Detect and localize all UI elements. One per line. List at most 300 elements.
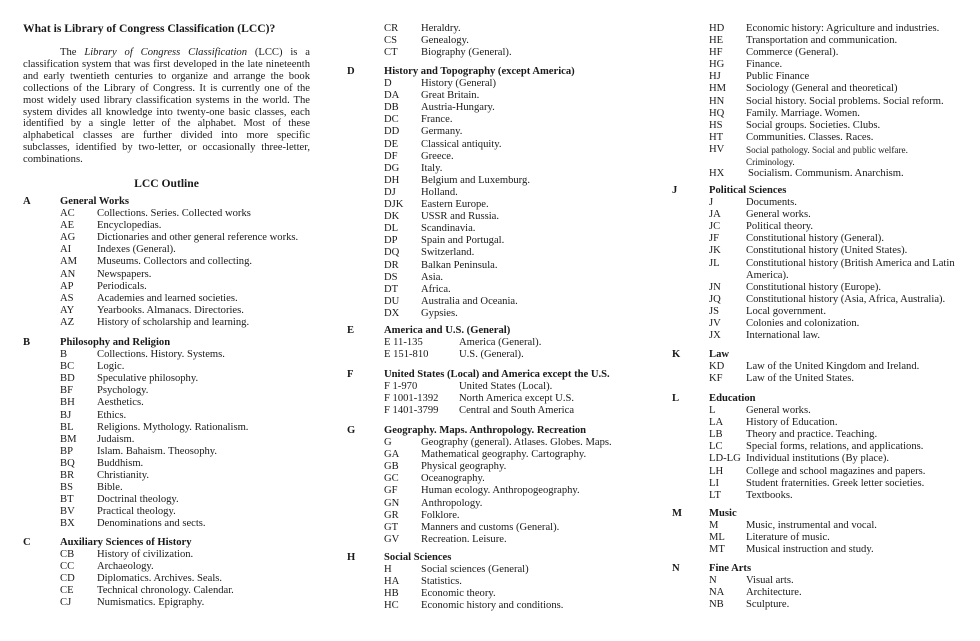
subclass-code: HJ [709, 71, 721, 83]
subclass-code: ML [709, 532, 725, 544]
subclass-code: DD [384, 126, 400, 138]
subclass-row [709, 282, 979, 294]
subclass-description: History (General) [421, 78, 497, 90]
subclass-code: AP [60, 280, 74, 292]
subclass-code: AN [60, 268, 76, 280]
subclass-list [384, 337, 654, 361]
subclass-code: DU [384, 295, 400, 307]
subclass-row [60, 549, 330, 561]
subclass-row [60, 585, 330, 597]
subclass-description: General works. [746, 405, 811, 417]
class-letter: G [347, 425, 356, 436]
subclass-code: JN [709, 281, 721, 293]
subclass-code: G [384, 437, 392, 449]
subclass-code: F 1401-3799 [384, 405, 439, 417]
subclass-description: General works. [746, 209, 811, 221]
subclass-row [60, 361, 330, 373]
subclass-description: Switzerland. [421, 247, 475, 259]
subclass-description: Dictionaries and other general reference works. [97, 232, 299, 244]
subclass-code: AI [60, 244, 72, 256]
subclass-description: USSR and Russia. [421, 211, 499, 223]
subclass-row [709, 453, 979, 465]
subclass-code: JL [709, 257, 720, 269]
subclass-row [384, 23, 654, 35]
subclass-description: Judaism. [97, 433, 135, 445]
subclass-row [709, 544, 979, 556]
subclass-row [384, 600, 654, 612]
subclass-description: Individual institutions (By place). [746, 453, 889, 465]
subclass-code: KF [709, 373, 723, 385]
subclass-description: Public Finance [746, 71, 810, 83]
subclass-row [60, 281, 330, 293]
class-letter: A [23, 196, 31, 207]
subclass-description: Theory and practice. Teaching. [746, 429, 878, 441]
subclass-code: BM [60, 433, 77, 445]
subclass-code: CS [384, 35, 397, 47]
subclass-description: Economic history and conditions. [421, 600, 564, 612]
subclass-description: Newspapers. [97, 268, 152, 280]
subclass-row [384, 405, 654, 417]
subclass-code: JF [709, 233, 720, 245]
subclass-row [384, 522, 654, 534]
subclass-description: Spain and Portugal. [421, 235, 505, 247]
subclass-description: Transportation and communication. [746, 35, 898, 47]
subclass-row [60, 385, 330, 397]
subclass-description: Holland. [421, 186, 458, 198]
subclass-description: Ethics. [97, 409, 127, 421]
subclass-row [60, 232, 330, 244]
subclass-code: BV [60, 506, 75, 518]
subclass-code: HF [709, 47, 723, 59]
subclass-row [384, 473, 654, 485]
subclass-description: Christianity. [97, 470, 149, 482]
outline-title: LCC Outline [134, 177, 199, 190]
class-letter: F [347, 369, 354, 380]
subclass-code: DR [384, 259, 399, 271]
subclass-description: Anthropology. [421, 497, 483, 509]
subclass-code: BL [60, 421, 74, 433]
subclass-code: DP [384, 235, 398, 247]
subclass-description: Indexes (General). [97, 244, 176, 256]
subclass-row [709, 120, 979, 132]
subclass-description: Eastern Europe. [421, 199, 489, 211]
subclass-code: BD [60, 373, 75, 385]
subclass-row [60, 518, 330, 530]
subclass-code: MT [709, 544, 725, 556]
subclass-description: Yearbooks. Almanacs. Directories. [97, 304, 244, 316]
subclass-description: Biography (General). [421, 47, 512, 59]
subclass-row [384, 588, 654, 600]
subclass-description: Commerce (General). [746, 47, 839, 59]
subclass-description: Great Britain. [421, 90, 480, 102]
subclass-code: CB [60, 549, 75, 561]
subclass-code: CR [384, 23, 399, 34]
class-letter: C [23, 537, 31, 548]
subclass-row [60, 434, 330, 446]
subclass-code: L [709, 405, 716, 417]
subclass-description: Museums. Collectors and collecting. [97, 256, 253, 268]
subclass-row [384, 223, 654, 235]
subclass-code: DS [384, 271, 398, 283]
subclass-description: America (General). [459, 337, 542, 349]
subclass-description: Special forms, relations, and applications. [746, 441, 924, 453]
subclass-description: Sociology (General and theoretical) [746, 83, 898, 95]
subclass-row [384, 564, 654, 576]
subclass-list [384, 564, 654, 612]
subclass-description: Belgium and Luxemburg. [421, 174, 530, 186]
subclass-description: Socialism. Communism. Anarchism. [748, 168, 904, 180]
subclass-code: DJK [384, 199, 404, 211]
class-heading: Political Sciences [709, 185, 787, 196]
subclass-row [709, 330, 979, 342]
subclass-row [384, 102, 654, 114]
subclass-description: Law of the United States. [746, 373, 854, 385]
subclass-code: GB [384, 461, 399, 473]
subclass-code: DJ [384, 186, 396, 198]
subclass-row [709, 373, 979, 385]
subclass-description: Human ecology. Anthropogeography. [421, 485, 580, 497]
subclass-description: Physical geography. [421, 461, 507, 473]
subclass-code: HB [384, 588, 399, 600]
subclass-code: GR [384, 509, 399, 521]
subclass-row [60, 397, 330, 409]
subclass-description: Finance. [746, 59, 783, 71]
subclass-row [60, 573, 330, 585]
subclass-row [384, 260, 654, 272]
subclass-row [384, 235, 654, 247]
page-title: What is Library of Congress Classification (LCC)? [23, 22, 276, 35]
subclass-description: Greece. [421, 150, 454, 162]
subclass-description: Technical chronology. Calendar. [97, 585, 234, 597]
subclass-list [709, 361, 979, 385]
subclass-code: DB [384, 102, 399, 114]
subclass-code: BJ [60, 409, 72, 421]
subclass-row [709, 83, 979, 95]
subclass-description: U.S. (General). [459, 349, 524, 361]
subclass-code: LD-LG [709, 453, 741, 465]
subclass-code: AS [60, 292, 74, 304]
subclass-description: College and school magazines and papers. [746, 465, 926, 477]
subclass-row [709, 71, 979, 83]
subclass-row [60, 373, 330, 385]
subclass-code: GV [384, 533, 400, 545]
subclass-row [384, 78, 654, 90]
subclass-code: BS [60, 482, 73, 494]
subclass-row [709, 361, 979, 373]
subclass-row [384, 576, 654, 588]
subclass-description: Germany. [421, 126, 463, 138]
intro-italic-term: Library of Congress Classification [84, 47, 247, 58]
subclass-row [709, 587, 979, 599]
subclass-description: Psychology. [97, 385, 149, 397]
subclass-code: GN [384, 497, 400, 509]
intro-body: (LCC) is a classification system that was first developed in the late nineteenth and early twentieth centuries to organize and arrange the book collections of the Library of Congress. It is currently one of the most widely used library classification systems in the world. The system divides all knowledge into twenty-one basic classes, each identified by a single letter of the alphabet. Most of these alphabetical classes are further divided into more specific subclasses, identified by two-letter, or occasionally three-letter, combinations. [23, 47, 310, 166]
class-heading: History and Topography (except America) [384, 66, 575, 77]
subclass-code: BR [60, 470, 75, 482]
subclass-row [709, 490, 979, 502]
subclass-row [709, 197, 979, 209]
subclass-row [709, 575, 979, 587]
subclass-row [709, 532, 979, 544]
intro-paragraph [23, 47, 310, 166]
subclass-row [709, 233, 979, 245]
subclass-row [60, 410, 330, 422]
subclass-code: DE [384, 138, 399, 150]
subclass-row [60, 293, 330, 305]
subclass-row [60, 244, 330, 256]
subclass-row [709, 318, 979, 330]
subclass-code: HQ [709, 107, 725, 119]
subclass-description: Central and South America [459, 405, 575, 417]
subclass-description: Economic history: Agriculture and industries. [746, 23, 940, 34]
subclass-description: Folklore. [421, 509, 460, 521]
subclass-row [384, 296, 654, 308]
subclass-code: F 1-970 [384, 381, 418, 393]
subclass-row [709, 245, 979, 257]
subclass-row [384, 337, 654, 349]
subclass-description: International law. [746, 330, 821, 342]
subclass-description: Statistics. [421, 576, 462, 588]
subclass-code: J [709, 197, 714, 209]
subclass-list [709, 520, 979, 556]
subclass-description: Practical theology. [97, 506, 176, 518]
subclass-description: Italy. [421, 162, 443, 174]
subclass-description: Communities. Classes. Races. [746, 131, 874, 143]
subclass-code: BQ [60, 457, 75, 469]
subclass-description: Collections. Series. Collected works [97, 208, 251, 220]
subclass-row [60, 208, 330, 220]
subclass-code: KD [709, 361, 725, 373]
subclass-code: BH [60, 397, 75, 409]
subclass-code: JA [709, 209, 721, 221]
subclass-list [709, 23, 979, 180]
subclass-list [60, 349, 330, 530]
subclass-description: Constitutional history (United States). [746, 245, 908, 257]
subclass-description: Religions. Mythology. Rationalism. [97, 421, 249, 433]
subclass-row [384, 437, 654, 449]
subclass-description: Documents. [746, 197, 797, 209]
subclass-row [709, 294, 979, 306]
subclass-code: GC [384, 473, 399, 485]
subclass-row [60, 506, 330, 518]
class-heading: Music [709, 508, 737, 519]
subclass-row [709, 47, 979, 59]
subclass-description: Classical antiquity. [421, 138, 502, 150]
subclass-description: History of civilization. [97, 549, 194, 561]
class-heading: Geography. Maps. Anthropology. Recreation [384, 425, 587, 436]
subclass-code: AM [60, 256, 78, 268]
subclass-code: AG [60, 232, 76, 244]
subclass-description: Balkan Peninsula. [421, 259, 498, 271]
subclass-description: Africa. [421, 283, 451, 295]
subclass-description: Social pathology. Social and public welfare. Criminology. [746, 144, 908, 168]
subclass-code: AZ [60, 316, 75, 328]
subclass-code: JC [709, 221, 721, 233]
subclass-description: Sculpture. [746, 599, 790, 611]
subclass-description: Collections. History. Systems. [97, 349, 225, 361]
class-letter: M [672, 508, 682, 519]
subclass-code: GA [384, 449, 400, 461]
subclass-code: HA [384, 576, 400, 588]
subclass-description: Colonies and colonization. [746, 318, 860, 330]
subclass-code: AE [60, 220, 75, 232]
subclass-code: GF [384, 485, 398, 497]
class-heading: Education [709, 393, 756, 404]
subclass-description: Social history. Social problems. Social reform. [746, 95, 944, 107]
subclass-code: DX [384, 307, 400, 319]
subclass-row [60, 561, 330, 573]
subclass-row [709, 478, 979, 490]
subclass-row [709, 429, 979, 441]
subclass-description: Constitutional history (Asia, Africa, Australia). [746, 293, 946, 305]
subclass-row [60, 458, 330, 470]
subclass-row [60, 317, 330, 329]
subclass-code: N [709, 575, 717, 587]
subclass-row [709, 168, 979, 180]
subclass-row [709, 132, 979, 144]
subclass-row [384, 90, 654, 102]
subclass-code: JQ [709, 293, 721, 305]
subclass-code: LC [709, 441, 723, 453]
subclass-code: HD [709, 23, 725, 34]
subclass-code: HS [709, 119, 723, 131]
class-letter: E [347, 325, 355, 336]
subclass-row [384, 35, 654, 47]
subclass-description: Manners and customs (General). [421, 521, 560, 533]
subclass-description: Constitutional history (British America and Latin America). [746, 257, 955, 281]
subclass-description: Encyclopedias. [97, 220, 162, 232]
subclass-description: Literature of music. [746, 532, 830, 544]
subclass-description: United States (Local). [459, 381, 553, 393]
subclass-description: Constitutional history (General). [746, 233, 884, 245]
subclass-code: LI [709, 477, 719, 489]
subclass-description: Australia and Oceania. [421, 295, 518, 307]
subclass-code: LA [709, 417, 724, 429]
class-heading: Auxiliary Sciences of History [60, 537, 192, 548]
subclass-description: History of scholarship and learning. [97, 316, 250, 328]
subclass-code: F 1001-1392 [384, 393, 439, 405]
subclass-row [384, 151, 654, 163]
subclass-description: Buddhism. [97, 457, 144, 469]
subclass-code: HN [709, 95, 725, 107]
subclass-list [384, 381, 654, 417]
subclass-code: E 11-135 [384, 337, 423, 349]
subclass-code: D [384, 78, 392, 90]
subclass-code: BP [60, 445, 73, 457]
subclass-code: DG [384, 162, 400, 174]
subclass-row [60, 597, 330, 609]
class-letter: J [672, 185, 678, 196]
subclass-list [384, 23, 654, 59]
subclass-description: Student fraternities. Greek letter societies. [746, 477, 925, 489]
subclass-description: Gypsies. [421, 307, 458, 319]
subclass-row [709, 466, 979, 478]
subclass-code: HV [709, 143, 725, 155]
class-letter: K [672, 349, 681, 360]
subclass-code: HT [709, 131, 724, 143]
intro-lead: The [60, 47, 85, 58]
subclass-code: AY [60, 304, 75, 316]
class-letter: D [347, 66, 355, 77]
subclass-row [60, 256, 330, 268]
subclass-code: AC [60, 208, 75, 220]
subclass-row [60, 494, 330, 506]
subclass-description: Recreation. Leisure. [421, 533, 507, 545]
subclass-description: Constitutional history (Europe). [746, 281, 882, 293]
subclass-code: DA [384, 90, 400, 102]
subclass-code: NB [709, 599, 724, 611]
subclass-row [60, 446, 330, 458]
subclass-row [709, 144, 979, 168]
subclass-description: History of Education. [746, 417, 838, 429]
subclass-row [709, 441, 979, 453]
subclass-list [709, 197, 979, 342]
subclass-row [384, 47, 654, 59]
class-heading: Law [709, 349, 730, 360]
subclass-description: Logic. [97, 361, 125, 373]
subclass-description: Academies and learned societies. [97, 292, 238, 304]
subclass-row [384, 349, 654, 361]
subclass-list [709, 575, 979, 611]
subclass-row [384, 199, 654, 211]
class-heading: United States (Local) and America except the U.S. [384, 369, 610, 380]
subclass-row [60, 482, 330, 494]
subclass-row [709, 520, 979, 532]
subclass-row [384, 461, 654, 473]
subclass-row [709, 209, 979, 221]
class-heading: America and U.S. (General) [384, 325, 511, 336]
subclass-code: B [60, 349, 68, 361]
subclass-row [384, 449, 654, 461]
class-heading: Fine Arts [709, 563, 752, 574]
subclass-row [384, 187, 654, 199]
subclass-code: HE [709, 35, 724, 47]
subclass-row [384, 247, 654, 259]
subclass-description: France. [421, 114, 453, 126]
subclass-description: Visual arts. [746, 575, 794, 587]
subclass-description: Islam. Bahaism. Theosophy. [97, 445, 218, 457]
subclass-code: JS [709, 305, 720, 317]
subclass-code: DL [384, 223, 399, 235]
subclass-row [384, 485, 654, 497]
subclass-row [60, 470, 330, 482]
subclass-description: Architecture. [746, 587, 802, 599]
subclass-code: HX [709, 168, 725, 180]
subclass-row [384, 534, 654, 546]
subclass-row [709, 306, 979, 318]
subclass-description: Diplomatics. Archives. Seals. [97, 573, 223, 585]
subclass-description: Denominations and sects. [97, 518, 206, 530]
subclass-code: CC [60, 561, 75, 573]
subclass-description: Textbooks. [746, 489, 793, 501]
subclass-code: NA [709, 587, 725, 599]
subclass-code: LT [709, 489, 721, 501]
subclass-row [709, 258, 979, 282]
subclass-row [384, 510, 654, 522]
subclass-row [384, 308, 654, 320]
subclass-row [384, 272, 654, 284]
subclass-description: Speculative philosophy. [97, 373, 199, 385]
subclass-description: Political theory. [746, 221, 813, 233]
subclass-code: JK [709, 245, 721, 257]
subclass-description: Archaeology. [97, 561, 154, 573]
subclass-description: Mathematical geography. Cartography. [421, 449, 587, 461]
subclass-description: Musical instruction and study. [746, 544, 874, 556]
subclass-description: Music, instrumental and vocal. [746, 520, 877, 532]
subclass-row [709, 417, 979, 429]
subclass-code: CT [384, 47, 398, 59]
subclass-row [709, 35, 979, 47]
